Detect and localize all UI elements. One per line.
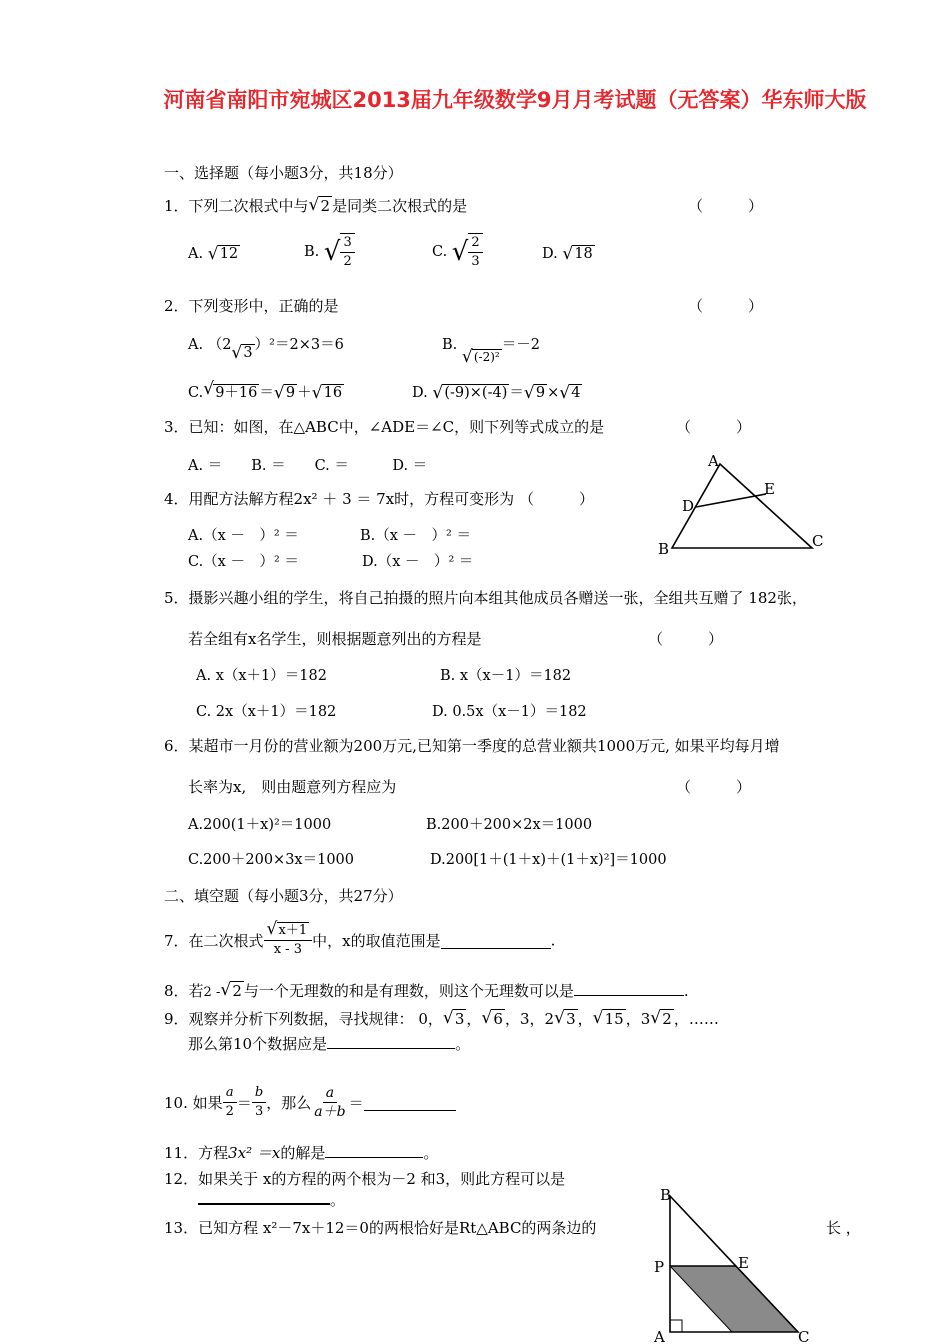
triangle-figure-2	[648, 1184, 818, 1344]
answer-bracket-1: （ ）	[688, 197, 764, 215]
q5-option-a: A. x（x＋1）＝182	[196, 668, 327, 684]
question-5-stem-line2: 若全组有x名学生，则根据题意列出的方程是	[188, 630, 482, 648]
q5-option-b: B. x（x－1）＝182	[440, 668, 572, 684]
answer-bracket-6: （ ）	[676, 778, 752, 796]
q1-option-d: D. √ 18	[542, 244, 593, 264]
section-choice-heading: 一、选择题（每小题3分，共18分）	[164, 164, 403, 182]
q4-option-d: D.（x － ）² ＝	[362, 554, 474, 570]
question-5-stem: 5．摄影兴趣小组的学生，将自己拍摄的照片向本组其他成员各赠送一张，全组共互赠了 182张，	[164, 589, 807, 607]
section-fill-heading: 二、填空题（每小题3分，共27分）	[164, 887, 403, 905]
answer-blank-8[interactable]	[574, 980, 684, 996]
question-6-stem-line2: 长率为x, 则由题意列方程应为	[188, 778, 397, 796]
question-2-stem: 2．下列变形中，正确的是	[164, 297, 339, 315]
answer-blank-11[interactable]	[325, 1142, 423, 1158]
question-11: 11．方程3x² ＝x的解是 。	[164, 1144, 439, 1162]
q6-option-d: D.200[1＋(1＋x)＋(1＋x)²]＝1000	[430, 852, 667, 868]
question-12-line2: 。	[198, 1188, 345, 1210]
answer-blank-7[interactable]	[441, 933, 551, 949]
label-e2: E	[738, 1254, 749, 1272]
answer-blank-12[interactable]	[198, 1188, 330, 1205]
label-b2: B	[660, 1186, 672, 1204]
q6-option-a: A.200(1＋x)²＝1000	[188, 817, 332, 833]
q4-option-c: C.（x － ）² ＝	[188, 554, 299, 570]
answer-blank-9[interactable]	[327, 1033, 455, 1049]
q1-option-b: B. √ $\frac{3}{2}$	[304, 233, 355, 271]
question-9: 9．观察并分析下列数据，寻找规律： 0， √ 3 ， √ 6 ，3，2 √ 3 ， √ 15 ，3 √ 2 ，……	[164, 1008, 719, 1028]
q6-option-c: C.200＋200×3x＝1000	[188, 852, 354, 868]
question-1-stem: 1．下列二次根式中与 √ 2 是同类二次根式的是	[164, 195, 468, 215]
label-a2: A	[654, 1328, 665, 1344]
q3-options: A. ＝ B. ＝ C. ＝ D. ＝	[188, 458, 428, 474]
q6-option-b: B.200＋200×2x＝1000	[426, 817, 593, 833]
label-d: D	[682, 497, 695, 515]
label-e: E	[764, 480, 775, 498]
q2-option-a: A. （2 √ 3 ）²＝2×3＝6	[188, 337, 344, 363]
q5-option-d: D. 0.5x（x－1）＝182	[432, 704, 587, 720]
q5-option-c: C. 2x（x＋1）＝182	[196, 704, 337, 720]
q2-option-d: D. √ (-9)×(-4) ＝ √ 9 × √ 4	[412, 383, 581, 403]
q4-option-a: A.（x － ）² ＝	[188, 528, 299, 544]
right-angle-mark	[670, 1320, 682, 1332]
answer-bracket-2: （ ）	[688, 297, 764, 315]
q2-option-c: C. √ 9＋16 ＝ √ 9 ＋ √ 16	[188, 379, 343, 403]
answer-blank-10[interactable]	[364, 1095, 456, 1111]
shaded-parallelogram	[670, 1266, 798, 1332]
question-4-stem: 4．用配方法解方程2x² ＋ 3 ＝ 7x时，方程可变形为 （ ）	[164, 490, 594, 508]
question-7: 7．在二次根式 √ x＋1 x - 3 中，x的取值范围是 .	[164, 919, 556, 957]
label-b: B	[658, 540, 670, 558]
q2-option-b: B. √ (-2)²＝－2	[442, 337, 540, 367]
q4-option-b: B.（x － ）² ＝	[360, 528, 471, 544]
segment-de	[696, 494, 766, 507]
q1-option-c: C. √ $\frac{2}{3}$	[432, 233, 483, 271]
question-8: 8．若2 - √ 2 与一个无理数的和是有理数，则这个无理数可以是 .	[164, 980, 689, 1000]
label-p: P	[654, 1258, 665, 1276]
answer-bracket-3: （ ）	[676, 418, 752, 436]
question-6-stem: 6．某超市一月份的营业额为200万元,已知第一季度的总营业额共1000万元, 如果平均每月增	[164, 737, 780, 755]
q1-option-a: A. √ 12	[188, 244, 239, 264]
question-12: 12．如果关于 x的方程的两个根为－2 和3，则此方程可以是	[164, 1170, 566, 1188]
answer-bracket-5: （ ）	[648, 630, 724, 648]
question-10: 10. 如果 $\frac{a}{2}$ ＝ $\frac{b}{3}$ ，那么 $\frac{a}{a+b}$ ＝	[164, 1084, 456, 1121]
question-13-tail: 长 ，	[826, 1219, 861, 1237]
question-13: 13．已知方程 x²－7x＋12＝0的两根恰好是Rt△ABC的两条边的	[164, 1219, 597, 1237]
label-c2: C	[798, 1328, 810, 1344]
triangle-figure-1	[652, 450, 832, 560]
label-a: A	[708, 452, 719, 470]
question-3-stem: 3．已知：如图，在△ABC中，∠ADE＝∠C，则下列等式成立的是	[164, 418, 605, 436]
radical: √ 2	[308, 195, 331, 215]
question-9-line2: 那么第10个数据应是 。	[188, 1035, 471, 1053]
exam-title: 河南省南阳市宛城区2013届九年级数学9月月考试题（无答案）华东师大版	[163, 88, 867, 112]
label-c: C	[812, 532, 824, 550]
